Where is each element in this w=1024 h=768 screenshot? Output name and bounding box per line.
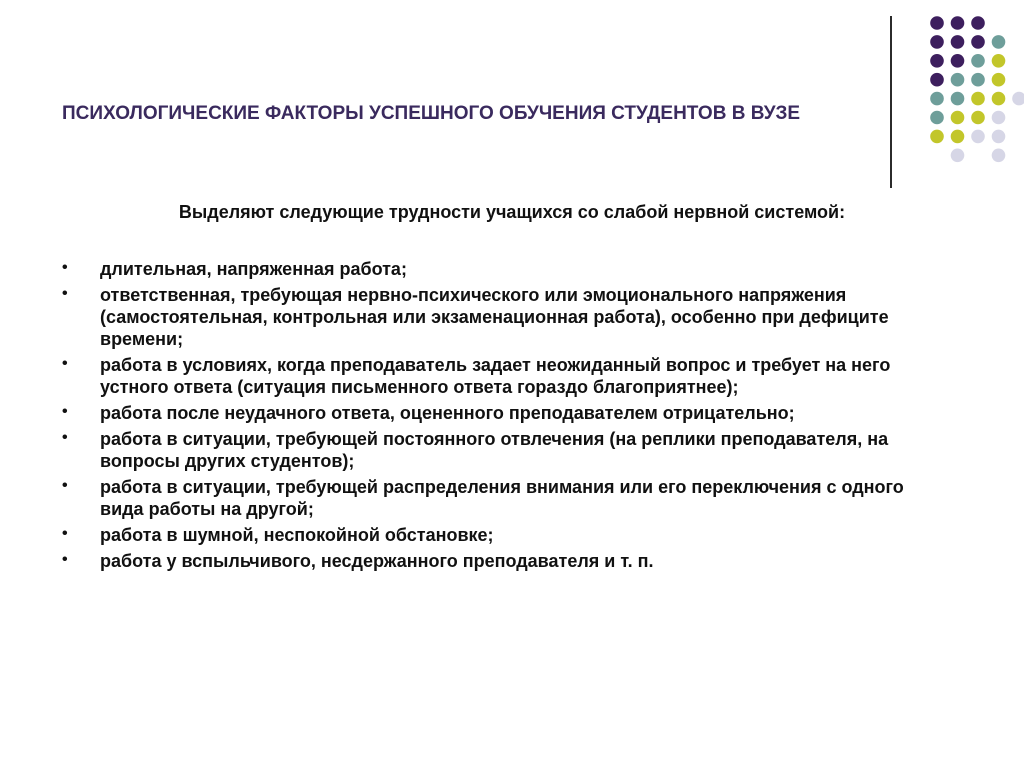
decorative-dot	[992, 54, 1006, 68]
decorative-dot	[971, 130, 985, 144]
list-item	[62, 402, 922, 424]
decorative-dot	[971, 92, 985, 106]
decorative-dot	[930, 16, 944, 30]
decorative-dot	[951, 35, 965, 49]
slide-title: ПСИХОЛОГИЧЕСКИЕ ФАКТОРЫ УСПЕШНОГО ОБУЧЕНИЯ СТУДЕНТОВ В ВУЗЕ	[62, 103, 801, 124]
list-item	[62, 550, 922, 572]
decorative-dot	[951, 16, 965, 30]
decorative-dot	[930, 54, 944, 68]
decorative-dot	[951, 111, 965, 125]
decorative-dot	[1012, 92, 1024, 106]
decorative-dot	[971, 54, 985, 68]
list-item-text: работа в шумной, неспокойной обстановке;	[100, 525, 494, 545]
list-item	[62, 258, 922, 280]
decorative-dot	[930, 73, 944, 87]
difficulties-list	[62, 258, 922, 576]
list-item	[62, 524, 922, 546]
bullet-icon: •	[62, 285, 68, 302]
list-item	[62, 428, 922, 472]
bullet-icon: •	[62, 477, 68, 494]
decorative-dot	[971, 111, 985, 125]
decorative-dot	[951, 130, 965, 144]
list-item	[62, 476, 922, 520]
bullet-icon: •	[62, 551, 68, 568]
decorative-dot	[951, 54, 965, 68]
decorative-dot	[992, 35, 1006, 49]
list-item-text: работа у вспыльчивого, несдержанного преподавателя и т. п.	[100, 551, 654, 571]
bullet-icon: •	[62, 355, 68, 372]
decorative-dot	[930, 35, 944, 49]
decorative-dot	[951, 73, 965, 87]
list-item	[62, 284, 922, 350]
list-item-text: работа в ситуации, требующей постоянного отвлечения (на реплики преподавателя, на вопросы других студентов);	[100, 429, 889, 471]
decorative-dot	[930, 92, 944, 106]
decorative-dot	[930, 111, 944, 125]
list-item-text: работа в ситуации, требующей распределения внимания или его переключения с одного вида работы на другой;	[100, 477, 904, 519]
decorative-dot	[992, 130, 1006, 144]
list-item-text: работа в условиях, когда преподаватель задает неожиданный вопрос и требует на него устного ответа (ситуация письменного ответа гораздо благоприятнее);	[100, 355, 891, 397]
decorative-dot-grid	[0, 0, 1024, 180]
slide-subtitle: Выделяют следующие трудности учащихся со слабой нервной системой:	[178, 202, 846, 222]
bullet-icon: •	[62, 259, 68, 276]
decorative-dot	[971, 16, 985, 30]
decorative-dot	[992, 111, 1006, 125]
list-item-text: ответственная, требующая нервно-психического или эмоционального напряжения (самостоятельная, контрольная или экзаменационная работа), особенно при дефиците времени;	[100, 285, 889, 349]
decorative-dot	[971, 73, 985, 87]
decorative-dot	[992, 92, 1006, 106]
bullet-icon: •	[62, 403, 68, 420]
list-item-text: работа после неудачного ответа, оцененного преподавателем отрицательно;	[100, 403, 795, 423]
bullet-icon: •	[62, 525, 68, 542]
bullet-icon: •	[62, 429, 68, 446]
list-item	[62, 354, 922, 398]
decorative-dot	[992, 149, 1006, 163]
list-item-text: длительная, напряженная работа;	[100, 259, 407, 279]
decorative-dot	[992, 73, 1006, 87]
decorative-dot	[930, 130, 944, 144]
decorative-dot	[971, 35, 985, 49]
decorative-dot	[951, 149, 965, 163]
decorative-dot	[951, 92, 965, 106]
